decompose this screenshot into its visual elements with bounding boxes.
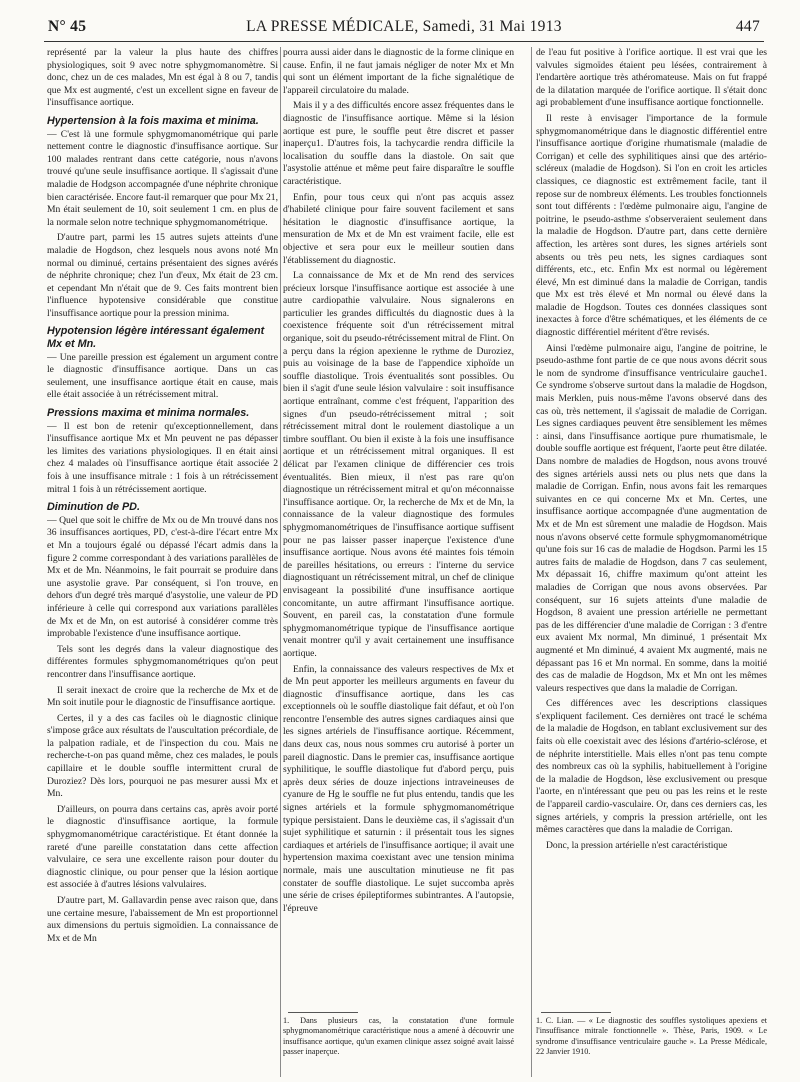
paragraph: Donc, la pression artérielle n'est caractéristique	[546, 839, 728, 851]
paragraph: représenté par la valeur la plus haute des chiffres physiologiques, soit 9 avec notre sphygmomanomètre. Si donc, chez un de ces malades, Mn est égal à 8 ou 7, tandis que Mx est augmenté, c'est un excellent signe en faveur de l'insuffisance aortique.	[47, 47, 278, 109]
paragraph: — Quel que soit le chiffre de Mx ou de Mn trouvé dans nos 36 insuffisances aortiques, PD, c'est-à-dire l'écart entre Mx et Mn a toujours égalé ou dépassé l'écart admis dans la figure 2 comme correspondant à des variations parallèles de Mx et de Mn. Néanmoins, le fait pourrait se produire dans une asystolie grave. Par conséquent, si l'on trouve, en dehors d'un degré très marqué d'asystolie, une valeur de PD inférieure à celle qui correspond aux variations parallèles de Mx et de Mn, on est autorisé à considérer comme très improbable l'existence d'une insuffisance aortique.	[47, 514, 278, 640]
section-heading: Diminution de PD.	[47, 501, 140, 514]
paragraph: de l'eau fut positive à l'orifice aortique. Il est vrai que les valvules sigmoïdes étaient peu lésées, contrairement à l'endartère aortique très athéromateuse. Mais on fut frappé de la dilatation marquée de l'orifice aortique. Il s'était donc agi probablement d'une insuffisance aortique fonctionnelle.	[536, 47, 767, 109]
section-heading: Pressions maxima et minima normales.	[47, 407, 250, 420]
column-1	[47, 47, 278, 1077]
paragraph: Ainsi l'œdème pulmonaire aigu, l'angine de poitrine, le pseudo-asthme font partie de ce que nous avons décrit sous le nom de syndrome d'insuffisance ventriculaire gauche1. Ce syndrome s'observe surtout dans la maladie de Hogdson, mais Merklen, puis nous-même l'avons observé dans des cas où, très nettement, il s'agissait de maladie de Corrigan. Les signes cardiaques peuvent être sensiblement les mêmes : ainsi, dans l'insuffisance aortique pure rhumatismale, le double souffle aortique est fréquent, l'aorte peut être dilatée. Dans nombre de maladies de Hogdson, nous avons trouvé des signes artériels aussi nets ou plus nets que dans la maladie de Corrigan. Enfin, nous avons fait les remarques suivantes en ce qui concerne Mx et Mn. Certes, une insuffisance aortique accompagnée d'une augmentation de Mx et de Mn est sûrement une maladie de Hogdson. Mais nous n'avons observé cette formule sphygmomanométrique qu'une fois sur 16 cas de maladie de Hogdson. Parmi les 15 autres faits de maladie de Hogdson, dans 7 cas seulement, Mx dépassait 16, chiffre maximum qu'ont atteint les maladies de Corrigan que nous avons observées. Par conséquent, sur 16 sujets atteints d'une maladie de Hogdson, 8 avaient une pression artérielle ne permettant pas de les différencier d'une maladie de Corrigan : 3 d'entre eux avaient Mx normal, Mn diminué, 1 présentait Mx augmenté et Mn diminué, 4 avaient Mx augmenté, mais ne dépassant pas 16 et Mn normal. En somme, dans la moitié des cas de maladie de Hogdson, Mx et Mn ont les mêmes valeurs respectives que dans la maladie de Corrigan.	[536, 342, 767, 694]
column-3	[536, 47, 767, 1007]
header-rule	[44, 41, 764, 42]
paragraph: D'autre part, M. Gallavardin pense avec raison que, dans une certaine mesure, l'abaissement de Mn est proportionnel aux dimensions du pertuis sigmoïdien. La connaissance de Mx et de Mn	[47, 895, 278, 944]
footnote-rule	[288, 1012, 358, 1013]
section-heading: Hypertension à la fois maxima et minima.	[47, 114, 259, 127]
paragraph: Tels sont les degrés dans la valeur diagnostique des différentes formules sphygmomanométriques qu'on peut rencontrer dans l'insuffisance aortique.	[47, 643, 278, 680]
footnote: 1. C. Lian. — « Le diagnostic des souffles systoliques apexiens et l'insuffisance mitrale fonctionnelle ». Thèse, Paris, 1909. « Le syndrome d'insuffisance ventriculaire gauche ». La Presse Médicale, 22 Janvier 1910.	[536, 1016, 767, 1057]
paragraph: Enfin, pour tous ceux qui n'ont pas acquis assez d'habileté clinique pour faire souvent facilement et sans hésitation le diagnostic d'insuffisance aortique, la mensuration de Mx et de Mn est vraiment facile, elle est objective et sera pour eux le meilleur soutien dans l'établissement du diagnostic.	[283, 191, 514, 266]
issue-number: N° 45	[48, 18, 87, 35]
column-divider	[280, 47, 281, 1077]
column-2	[283, 47, 514, 1007]
paragraph: D'autre part, parmi les 15 autres sujets atteints d'une maladie de Hogdson, chez lesquels nous avons noté Mn normal ou diminué, certains présentaient des signes avérés de néphrite chronique; chez l'un d'eux, Mx était de 23 cm. et cependant Mn n'était que de 9. Ces faits montrent bien l'influence hypotensive considérable que constitue l'insuffisance aortique pour la pression minima.	[47, 232, 278, 319]
page-number: 447	[735, 18, 760, 35]
paragraph: — Une pareille pression est également un argument contre le diagnostic d'insuffisance aortique. Dans un cas seulement, une insuffisance aortique était en cause, mais elle était associée à un rétrécissement mitral.	[47, 351, 278, 401]
paragraph: D'ailleurs, on pourra dans certains cas, après avoir porté le diagnostic d'insuffisance aortique, la formule sphygmomanométrique caractéristique. Et étant donnée la rareté d'une pareille constatation dans cette affection valvulaire, ce sera une excellente raison pour douter du diagnostic clinique, ou pour penser que la lésion aortique est associée à d'autres lésions valvulaires.	[47, 803, 278, 891]
paragraph: Mais il y a des difficultés encore assez fréquentes dans le diagnostic de l'insuffisance aortique. Même si la lésion aortique est pure, le souffle peut être discret et passer inaperçu1. D'autres fois, la tachycardie rendra difficile la localisation du souffle dans la diastole. On sait que l'asystolie atténue et même peut faire disparaître le souffle caractéristique.	[283, 100, 514, 187]
footnote-rule	[541, 1012, 611, 1013]
paragraph: Enfin, la connaissance des valeurs respectives de Mx et de Mn peut apporter les meilleurs arguments en faveur du diagnostic d'insuffisance aortique, dans les cas exceptionnels où le souffle diastolique fait défaut, et où l'on rencontre l'ensemble des autres signes cardiaques ainsi que les signes artériels de l'insuffisance aortique. Récemment, dans deux cas, nous nous sommes cru autorisé à porter un pareil diagnostic. Dans le premier cas, insuffisance aortique syphilitique, le souffle diastolique fut d'abord perçu, puis après deux séries de douze injections intraveineuses de cyanure de Hg le souffle ne fut plus entendu, tandis que les signes artériels et la formule sphygmomanométrique typique persistaient. Dans le deuxième cas, il s'agissait d'un sujet syphilitique et saturnin : il présentait tous les signes cardiaques et artériels de l'insuffisance aortique; il avait une hypertension maxima coexistant avec une tension minima normale, mais une auscultation minutieuse ne fit pas constater de souffle diastolique. Le sujet succomba après une série de crises épileptiformes subintrantes. A l'autopsie, l'épreuve	[283, 663, 514, 914]
paragraph: Ces différences avec les descriptions classiques s'expliquent facilement. Ces dernières ont tracé le schéma de la maladie de Hogdson, en tablant exclusivement sur des faits où elle coexistait avec des lésions d'artério-sclérose, et de néphrite interstitielle. Mais elles n'ont pas tenu compte des nombreux cas où la syphilis, habituellement à l'origine de la maladie de Hogdson, lèse exclusivement ou presque l'aorte, en n'intéressant que peu ou pas les reins et le reste de l'appareil cardio-vasculaire. Or, dans ces derniers cas, les signes artériels, y compris la pression artérielle, ont les mêmes caractères que dans la maladie de Corrigan.	[536, 698, 767, 836]
paragraph: Il serait inexact de croire que la recherche de Mx et de Mn soit inutile pour le diagnostic de l'insuffisance aortique.	[47, 684, 278, 709]
journal-title: LA PRESSE MÉDICALE, Samedi, 31 Mai 1913	[246, 18, 562, 35]
paragraph: Il reste à envisager l'importance de la formule sphygmomanométrique dans le diagnostic différentiel entre l'insuffisance aortique d'origine rhumatismale (maladie de Corrigan) et celle des syphilitiques ainsi que des artério-scléreux (maladie de Hogdson). Si l'on en croit les articles classiques, ce diagnostic est extrêmement facile, tant il repose sur de nombreux éléments. Les troubles fonctionnels sont tout différents : l'œdème pulmonaire aigu, l'angine de poitrine, le pseudo-asthme s'observeraient seulement dans la maladie de Hogdson. D'autre part, dans cette dernière affection, les artères sont dures, les signes artériels sont absents ou très peu nets, les signes cardiaques sont différents, etc., etc. Enfin Mx est normal ou légèrement élevé, Mn est diminué dans la maladie de Corrigan, tandis que Mx est très élevé et Mn normal ou élevé dans la maladie de Hogdson. Toutes ces données classiques sont inexactes à force d'être schématiques, et les éléments de ce diagnostic différentiel méritent d'être revisés.	[536, 112, 767, 339]
paragraph: pourra aussi aider dans le diagnostic de la forme clinique en cause. Enfin, il ne faut jamais négliger de noter Mx et Mn qui sont un élément important de la fiche signalétique de l'appareil circulatoire du malade.	[283, 47, 514, 96]
paragraph: — C'est là une formule sphygmomanométrique qui parle nettement contre le diagnostic d'insuffisance aortique. Sur 100 malades rentrant dans cette catégorie, nous n'avons trouvé qu'une seule insuffisance aortique. Il s'agissait d'une maladie de Hodgson accompagnée d'une néphrite chronique bien caractérisée. Encore faut-il remarquer que pour Mx 21, Mn était seulement de 10, soit seulement 1 cm. en plus de la normale selon notre technique sphygmomanométrique.	[47, 128, 278, 228]
column-divider	[531, 47, 532, 1077]
paragraph: — Il est bon de retenir qu'exceptionnellement, dans l'insuffisance aortique Mx et Mn peuvent ne pas dépasser les limites des variations physiologiques. Il en était ainsi chez 4 malades où l'insuffisance aortique était associée 2 fois à une insuffisance mitrale : 1 fois à un rétrécissement mitral 1 fois à un rétrécissement aortique.	[47, 420, 278, 495]
footnote: 1. Dans plusieurs cas, la constatation d'une formule sphygmomanométrique caractéristique nous a amené à découvrir une insuffisance aortique, qu'un examen clinique assez soigné avait laissé passer inaperçue.	[283, 1016, 514, 1057]
section-heading: Hypotension légère intéressant également Mx et Mn.	[47, 325, 265, 351]
page-header	[44, 10, 764, 40]
paragraph: Certes, il y a des cas faciles où le diagnostic clinique s'impose grâce aux résultats de l'auscultation précordiale, de la palpation radiale, et de l'inspection du cou. Mais ne recherche-t-on pas quand même, chez ces malades, le pouls capillaire et le double souffle intermittent crural de Duroziez? Dès lors, pourquoi ne pas mesurer aussi Mx et Mn.	[47, 712, 278, 800]
paragraph: La connaissance de Mx et de Mn rend des services précieux lorsque l'insuffisance aortique est associée à une autre cardiopathie valvulaire. Nous signalerons en particulier les grandes difficultés du diagnostic dues à la coexistence fréquente soit d'un rétrécissement mitral organique, soit du pseudo-rétrécissement mitral de Flint. On a perçu dans la région apexienne le rythme de Duroziez, puis au voisinage de la base de l'appendice xiphoïde un souffle diastolique. Trois éventualités sont possibles. Ou bien il s'agit d'une seule lésion valvulaire : soit insuffisance aortique entraînant, comme c'est fréquent, l'apparition des signes d'un pseudo-rétrécissement mitral ; soit rétrécissement mitral dont le roulement diastolique a un timbre soufflant. Ou bien il existe à la fois une insuffisance aortique et un rétrécissement mitral organiques. Il est délicat par l'examen clinique de différencier ces trois éventualités. Bien mieux, il n'est pas rare qu'on diagnostique un rétrécissement mitral et qu'on méconnaisse l'insuffisance aortique. Or, la recherche de Mx et de Mn, la connaissance de la valeur diagnostique des formules sphygmomanométriques de l'insuffisance aortique suffisent pour ne pas laisser passer inaperçue l'existence d'une insuffisance aortique. Nous avons été maintes fois témoin de pareilles hésitations, ou erreurs : l'interne du service diagnostiquant un rétrécissement mitral, un chef de clinique envisageant la possibilité d'une insuffisance aortique concomitante, un autre affirmant l'insuffisance aortique. Souvent, en pareil cas, la constatation d'une formule sphygmomanométrique typique de l'insuffisance aortique venait montrer qu'il y avait certainement une insuffisance aortique.	[283, 270, 514, 659]
